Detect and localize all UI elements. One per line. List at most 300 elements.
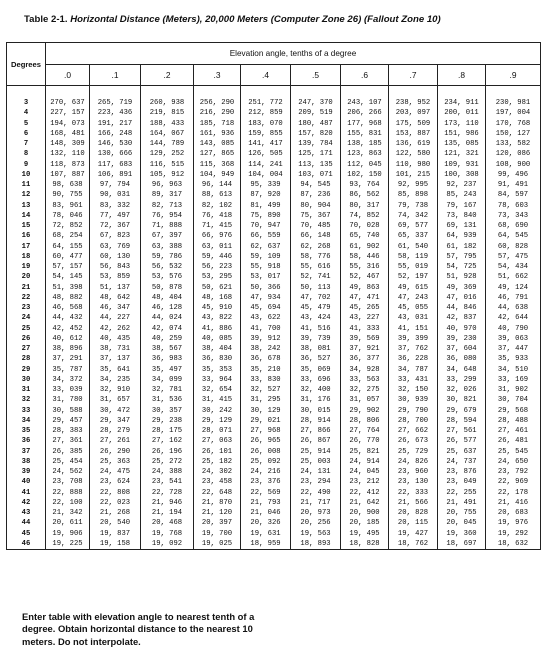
distance-cell: 67, 823: [99, 232, 131, 241]
distance-cell: 57, 795: [446, 252, 477, 261]
distance-cell: 29, 902: [349, 406, 380, 415]
value-column: [486, 86, 541, 550]
distance-cell: 65, 337: [397, 232, 429, 241]
distance-cell: 81, 499: [250, 201, 281, 210]
distance-cell: 191, 217: [97, 119, 133, 128]
distance-cell: 21, 717: [300, 498, 331, 507]
distance-cell: 108, 900: [495, 160, 531, 169]
distance-cell: 23, 960: [397, 468, 429, 476]
distance-cell: 29, 021: [250, 416, 281, 425]
distance-cell: 18, 632: [497, 539, 529, 548]
distance-cell: 25, 363: [99, 457, 131, 466]
distance-cell: 19, 427: [397, 529, 429, 538]
distance-cell: 78, 603: [497, 201, 529, 210]
distance-cell: 56, 843: [99, 263, 131, 271]
distance-cell: 54, 725: [446, 263, 477, 271]
distance-cell: 44, 432: [52, 314, 83, 323]
distance-cell: 42, 452: [52, 324, 83, 333]
distance-cell: 29, 679: [446, 406, 477, 415]
distance-cell: 28, 594: [446, 416, 477, 425]
distance-cell: 21, 642: [349, 498, 380, 507]
distance-cell: 166, 248: [97, 129, 133, 138]
distance-cell: 19, 631: [250, 529, 281, 538]
distance-cell: 23, 541: [151, 478, 183, 487]
distance-cell: 39, 230: [446, 334, 477, 343]
distance-cell: 92, 995: [397, 181, 429, 189]
distance-cell: 118, 873: [50, 160, 85, 169]
distance-cell: 132, 110: [50, 150, 85, 159]
distance-cell: 33, 431: [397, 375, 429, 384]
distance-cell: 30, 821: [446, 396, 477, 405]
distance-cell: 238, 952: [395, 99, 431, 107]
distance-cell: 100, 308: [444, 170, 479, 179]
note-line-2: degree. Obtain horizontal distance to the nearest 10: [22, 623, 253, 635]
distance-cell: 43, 424: [300, 314, 331, 323]
distance-cell: 22, 178: [497, 488, 529, 497]
distance-cell: 45, 055: [397, 304, 429, 312]
distance-cell: 22, 255: [446, 488, 477, 497]
degree-label: 9: [23, 160, 29, 169]
distance-cell: 80, 317: [349, 201, 380, 210]
degree-label: 38: [21, 457, 31, 466]
distance-cell: 32, 026: [446, 386, 477, 394]
distance-cell: 109, 931: [444, 160, 479, 169]
distance-cell: 26, 577: [446, 437, 477, 446]
distance-cell: 29, 347: [99, 416, 131, 425]
distance-cell: 104, 004: [248, 170, 283, 179]
distance-cell: 57, 157: [52, 263, 83, 271]
distance-cell: 40, 259: [151, 334, 183, 343]
distance-cell: 96, 963: [151, 181, 183, 189]
distance-cell: 30, 242: [201, 406, 233, 415]
distance-cell: 26, 008: [250, 447, 281, 456]
distance-cell: 173, 110: [444, 119, 479, 128]
distance-cell: 120, 086: [495, 150, 531, 159]
distance-cell: 38, 731: [99, 345, 131, 353]
distance-cell: 31, 902: [497, 386, 529, 394]
distance-cell: 27, 361: [52, 437, 83, 446]
distance-cell: 138, 185: [347, 140, 382, 148]
distance-cell: 70, 947: [250, 222, 281, 230]
distance-cell: 24, 388: [151, 468, 183, 476]
distance-cell: 206, 266: [347, 109, 382, 118]
distance-cell: 31, 415: [201, 396, 233, 405]
distance-cell: 33, 696: [300, 375, 331, 384]
distance-cell: 33, 039: [52, 386, 83, 394]
distance-cell: 30, 129: [250, 406, 281, 415]
distance-cell: 33, 830: [250, 375, 281, 384]
degree-label: 6: [23, 129, 29, 138]
distance-cell: 46, 568: [52, 304, 83, 312]
distance-cell: 105, 912: [149, 170, 185, 179]
distance-cell: 35, 641: [99, 365, 131, 374]
distance-cell: 49, 615: [397, 283, 429, 292]
distance-cell: 99, 496: [497, 170, 529, 179]
distance-cell: 22, 888: [52, 488, 83, 497]
distance-cell: 59, 786: [151, 252, 183, 261]
distance-cell: 85, 243: [446, 191, 477, 200]
distance-cell: 23, 458: [201, 478, 233, 487]
distance-cell: 19, 700: [201, 529, 233, 538]
degree-label: 24: [21, 314, 31, 323]
distance-cell: 19, 768: [151, 529, 183, 538]
distance-cell: 44, 846: [446, 304, 477, 312]
distance-cell: 64, 155: [52, 242, 83, 251]
distance-cell: 24, 826: [397, 457, 429, 466]
distance-cell: 20, 326: [250, 519, 281, 528]
distance-cell: 74, 852: [349, 211, 380, 220]
degree-label: 22: [21, 293, 31, 302]
note-line-1: Enter table with elevation angle to nearest tenth of a: [22, 611, 255, 622]
distance-cell: 21, 194: [151, 509, 183, 517]
distance-cell: 19, 158: [99, 539, 131, 548]
degree-label: 45: [21, 529, 31, 538]
distance-cell: 72, 852: [52, 222, 83, 230]
distance-cell: 26, 196: [151, 447, 183, 456]
distance-cell: 33, 964: [201, 375, 233, 384]
distance-cell: 67, 397: [151, 232, 183, 241]
distance-cell: 51, 398: [52, 283, 83, 292]
distance-cell: 63, 769: [99, 242, 131, 251]
degree-label: 31: [21, 386, 31, 394]
distance-cell: 28, 071: [201, 427, 233, 435]
distance-cell: 164, 067: [149, 129, 185, 138]
distance-cell: 40, 970: [446, 324, 477, 333]
value-column: [389, 86, 438, 550]
distance-cell: 21, 120: [201, 509, 233, 517]
column-header: .0: [46, 65, 90, 86]
distance-cell: 247, 370: [298, 99, 333, 107]
distance-cell: 23, 049: [446, 478, 477, 487]
distance-cell: 19, 906: [52, 529, 83, 538]
distance-cell: 77, 497: [99, 211, 131, 220]
distance-cell: 22, 648: [201, 488, 233, 497]
distance-cell: 95, 339: [250, 181, 281, 189]
column-header: .4: [241, 65, 291, 86]
distance-cell: 35, 353: [201, 365, 233, 374]
distance-cell: 73, 343: [497, 211, 529, 220]
distance-cell: 24, 302: [201, 468, 233, 476]
distance-cell: 61, 902: [349, 242, 380, 251]
distance-cell: 180, 487: [298, 119, 333, 128]
distance-cell: 22, 569: [250, 488, 281, 497]
degree-label: 34: [21, 416, 31, 425]
distance-cell: 45, 910: [201, 304, 233, 312]
distance-cell: 29, 457: [52, 416, 83, 425]
distance-cell: 43, 822: [201, 314, 233, 323]
distance-cell: 70, 485: [300, 222, 331, 230]
distance-cell: 30, 939: [397, 396, 429, 405]
distance-cell: 27, 561: [446, 427, 477, 435]
distance-cell: 59, 109: [250, 252, 281, 261]
distance-cell: 30, 472: [99, 406, 131, 415]
distance-cell: 39, 399: [397, 334, 429, 343]
distance-cell: 24, 650: [497, 457, 529, 466]
column-header: .9: [486, 65, 541, 86]
distance-cell: 29, 568: [497, 406, 529, 415]
table-number: Table 2-1.: [24, 14, 68, 25]
distance-cell: 27, 968: [250, 427, 281, 435]
note-line-3: meters. Do not interpolate.: [22, 635, 141, 647]
distance-cell: 20, 683: [497, 509, 529, 517]
distance-cell: 42, 837: [446, 314, 477, 323]
distance-cell: 24, 737: [446, 457, 477, 466]
distance-cell: 62, 637: [250, 242, 281, 251]
distance-cell: 97, 794: [99, 181, 131, 189]
distance-cell: 43, 031: [397, 314, 429, 323]
distance-cell: 25, 003: [300, 457, 331, 466]
distance-cell: 24, 475: [99, 468, 131, 476]
distance-cell: 175, 509: [395, 119, 431, 128]
column-header: .3: [194, 65, 241, 86]
distance-cell: 21, 342: [52, 509, 83, 517]
table-body: [7, 86, 541, 550]
distance-cell: 168, 481: [50, 129, 85, 138]
distance-cell: 65, 740: [349, 232, 380, 241]
degree-label: 42: [21, 498, 31, 507]
distance-cell: 31, 057: [349, 396, 380, 405]
distance-cell: 25, 454: [52, 457, 83, 466]
distance-cell: 21, 870: [201, 498, 233, 507]
distance-cell: 96, 144: [201, 181, 233, 189]
distance-cell: 53, 576: [151, 273, 183, 282]
distance-cell: 139, 784: [298, 140, 333, 148]
distance-cell: 70, 028: [349, 222, 380, 230]
distance-cell: 54, 145: [52, 273, 83, 282]
distance-cell: 42, 262: [99, 324, 131, 333]
degree-label: 35: [21, 427, 31, 435]
distance-cell: 24, 562: [52, 468, 83, 476]
distance-cell: 18, 893: [300, 539, 331, 548]
distance-cell: 45, 479: [300, 304, 331, 312]
distance-cell: 32, 910: [99, 386, 131, 394]
distance-cell: 209, 519: [298, 109, 333, 118]
distance-cell: 47, 016: [446, 293, 477, 302]
distance-cell: 53, 295: [201, 273, 233, 282]
distance-cell: 28, 914: [300, 416, 331, 425]
distance-cell: 27, 261: [99, 437, 131, 446]
distance-cell: 18, 959: [250, 539, 281, 548]
distance-cell: 22, 969: [497, 478, 529, 487]
distance-cell: 31, 780: [52, 396, 83, 405]
distance-cell: 56, 223: [201, 263, 233, 271]
distance-cell: 27, 461: [497, 427, 529, 435]
distance-cell: 61, 182: [446, 242, 477, 251]
distance-cell: 50, 878: [151, 283, 183, 292]
distance-cell: 52, 467: [349, 273, 380, 282]
distance-cell: 117, 683: [97, 160, 133, 169]
distance-cell: 46, 347: [99, 304, 131, 312]
distance-cell: 44, 227: [99, 314, 131, 323]
distance-cell: 22, 023: [99, 498, 131, 507]
distance-cell: 19, 225: [52, 539, 83, 548]
distance-cell: 37, 447: [497, 345, 529, 353]
value-column: [90, 86, 141, 550]
distance-cell: 270, 637: [50, 99, 85, 107]
distance-cell: 27, 662: [397, 427, 429, 435]
distance-cell: 75, 367: [300, 211, 331, 220]
distance-cell: 26, 770: [349, 437, 380, 446]
distance-cell: 74, 342: [397, 211, 429, 220]
distance-cell: 25, 821: [349, 447, 380, 456]
degree-label: 3: [23, 99, 29, 107]
distance-cell: 48, 404: [151, 293, 183, 302]
distance-cell: 49, 863: [349, 283, 380, 292]
distance-cell: 151, 986: [444, 129, 479, 138]
distance-cell: 60, 130: [99, 252, 131, 261]
distance-cell: 18, 828: [349, 539, 380, 548]
distance-cell: 71, 415: [201, 222, 233, 230]
distance-cell: 34, 235: [99, 375, 131, 384]
distance-cell: 44, 638: [497, 304, 529, 312]
distance-cell: 66, 976: [201, 232, 233, 241]
distance-cell: 26, 673: [397, 437, 429, 446]
distance-cell: 53, 017: [250, 273, 281, 282]
distance-cell: 68, 254: [52, 232, 83, 241]
distance-cell: 31, 295: [250, 396, 281, 405]
degree-label: 10: [21, 170, 31, 179]
distance-cell: 194, 073: [50, 119, 85, 128]
distance-cell: 29, 129: [201, 416, 233, 425]
value-column: [291, 86, 341, 550]
distance-cell: 80, 904: [300, 201, 331, 210]
distance-cell: 177, 968: [347, 119, 382, 128]
distance-cell: 23, 876: [446, 468, 477, 476]
distance-cell: 22, 808: [99, 488, 131, 497]
horizontal-distance-table: [6, 42, 541, 550]
distance-cell: 50, 621: [201, 283, 233, 292]
distance-cell: 48, 882: [52, 293, 83, 302]
distance-cell: 89, 317: [151, 191, 183, 200]
distance-cell: 83, 961: [52, 201, 83, 210]
distance-cell: 23, 708: [52, 478, 83, 487]
distance-cell: 200, 011: [444, 109, 479, 118]
distance-cell: 69, 131: [446, 222, 477, 230]
distance-cell: 144, 789: [149, 140, 185, 148]
distance-cell: 76, 954: [151, 211, 183, 220]
column-header-row: [7, 65, 541, 86]
distance-cell: 26, 385: [52, 447, 83, 456]
distance-cell: 45, 265: [349, 304, 380, 312]
distance-cell: 61, 540: [397, 242, 429, 251]
distance-cell: 23, 376: [250, 478, 281, 487]
distance-cell: 76, 418: [201, 211, 233, 220]
distance-cell: 63, 388: [151, 242, 183, 251]
distance-cell: 38, 404: [201, 345, 233, 353]
distance-cell: 87, 236: [300, 191, 331, 200]
distance-cell: 27, 866: [300, 427, 331, 435]
distance-cell: 51, 928: [446, 273, 477, 282]
distance-cell: 46, 128: [151, 304, 183, 312]
distance-cell: 133, 582: [495, 140, 531, 148]
degree-label: 25: [21, 324, 31, 333]
distance-cell: 25, 545: [497, 447, 529, 456]
distance-cell: 33, 299: [446, 375, 477, 384]
distance-cell: 37, 762: [397, 345, 429, 353]
distance-cell: 28, 175: [151, 427, 183, 435]
distance-cell: 19, 025: [201, 539, 233, 548]
distance-cell: 68, 690: [497, 222, 529, 230]
distance-cell: 29, 238: [151, 416, 183, 425]
degree-label: 43: [21, 509, 31, 517]
distance-cell: 20, 045: [446, 519, 477, 528]
distance-cell: 90, 031: [99, 191, 131, 200]
distance-cell: 26, 290: [99, 447, 131, 456]
distance-cell: 41, 516: [300, 324, 331, 333]
distance-cell: 39, 739: [300, 334, 331, 343]
distance-cell: 47, 934: [250, 293, 281, 302]
distance-cell: 30, 357: [151, 406, 183, 415]
distance-cell: 32, 654: [201, 386, 233, 394]
distance-cell: 183, 070: [248, 119, 283, 128]
distance-cell: 114, 241: [248, 160, 283, 169]
value-column: [438, 86, 486, 550]
distance-cell: 121, 321: [444, 150, 479, 159]
distance-cell: 122, 580: [395, 150, 431, 159]
distance-cell: 49, 124: [497, 283, 529, 292]
distance-cell: 20, 397: [201, 519, 233, 528]
degree-label: 12: [21, 191, 31, 200]
degree-label: 13: [21, 201, 31, 210]
distance-cell: 33, 169: [497, 375, 529, 384]
column-header: .5: [291, 65, 341, 86]
distance-cell: 43, 227: [349, 314, 380, 323]
distance-cell: 36, 080: [446, 355, 477, 364]
distance-cell: 40, 612: [52, 334, 83, 343]
distance-cell: 125, 171: [298, 150, 333, 159]
degree-label: 23: [21, 304, 31, 312]
distance-cell: 112, 045: [347, 160, 382, 169]
distance-cell: 75, 890: [250, 211, 281, 220]
degree-label: 29: [21, 365, 31, 374]
degree-label: 16: [21, 232, 31, 241]
distance-cell: 35, 933: [497, 355, 529, 364]
distance-cell: 86, 562: [349, 191, 380, 200]
distance-cell: 35, 210: [250, 365, 281, 374]
distance-cell: 21, 946: [151, 498, 183, 507]
distance-cell: 40, 435: [99, 334, 131, 343]
distance-cell: 82, 102: [201, 201, 233, 210]
degree-label: 5: [23, 119, 29, 128]
column-header: .7: [389, 65, 438, 86]
degree-label: 26: [21, 334, 31, 343]
distance-cell: 130, 666: [97, 150, 133, 159]
distance-cell: 24, 216: [250, 468, 281, 476]
distance-cell: 38, 081: [300, 345, 331, 353]
distance-cell: 37, 604: [446, 345, 477, 353]
distance-cell: 69, 577: [397, 222, 429, 230]
distance-cell: 21, 566: [397, 498, 429, 507]
distance-cell: 37, 921: [349, 345, 380, 353]
distance-cell: 20, 540: [99, 519, 131, 528]
degrees-column: [7, 86, 46, 550]
distance-cell: 20, 256: [300, 519, 331, 528]
distance-cell: 25, 637: [446, 447, 477, 456]
distance-cell: 106, 891: [97, 170, 133, 179]
degree-label: 37: [21, 447, 31, 456]
distance-cell: 62, 268: [300, 242, 331, 251]
distance-cell: 36, 678: [250, 355, 281, 364]
distance-cell: 116, 515: [149, 160, 185, 169]
distance-cell: 212, 859: [248, 109, 283, 118]
distance-cell: 48, 642: [99, 293, 131, 302]
distance-cell: 126, 505: [248, 150, 283, 159]
distance-cell: 25, 182: [201, 457, 233, 466]
distance-cell: 19, 563: [300, 529, 331, 538]
distance-cell: 64, 545: [497, 232, 529, 241]
distance-cell: 49, 369: [446, 283, 477, 292]
distance-cell: 23, 624: [99, 478, 131, 487]
